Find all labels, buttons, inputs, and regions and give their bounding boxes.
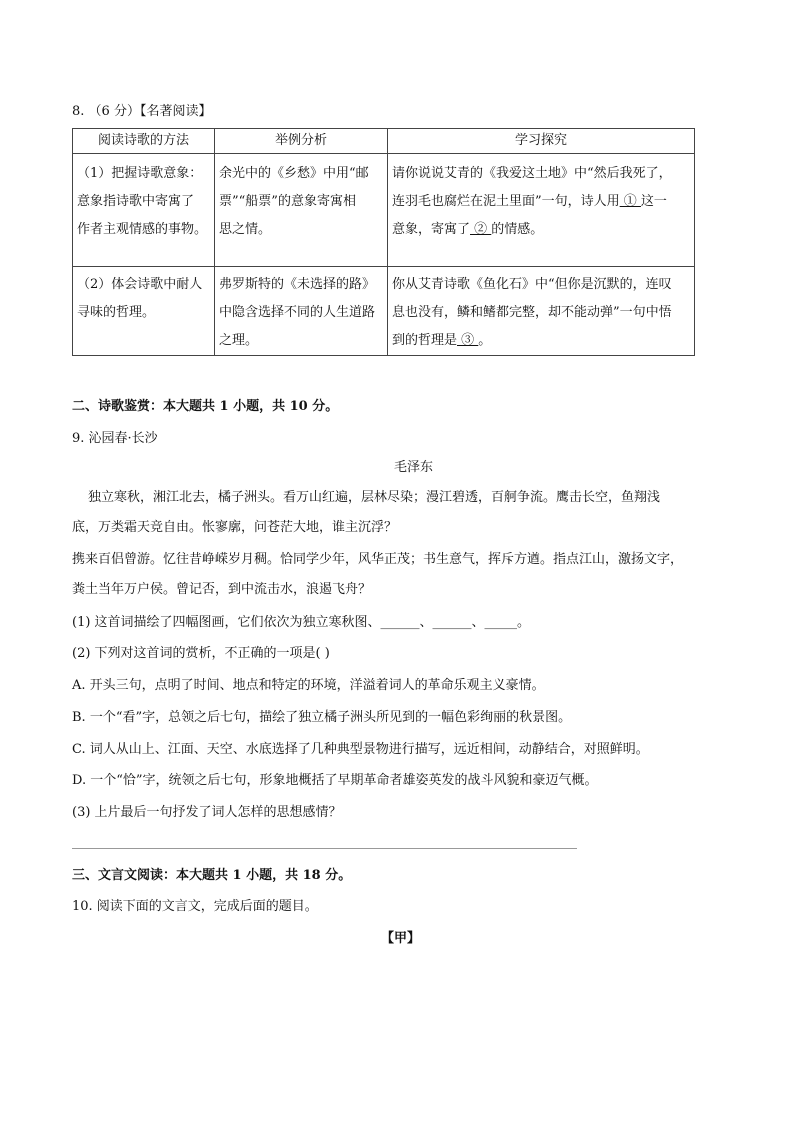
poem-line: 独立寒秋，湘江北去，橘子洲头。看万山红遍，层林尽染；漫江碧透，百舸争流。鹰击长空，鱼翔浅 (88, 490, 661, 505)
poem-line: 粪土当年万户侯。曾记否，到中流击水，浪遏飞舟？ (72, 582, 372, 597)
answer-blank-3[interactable]: ③ (457, 333, 479, 348)
section-3-heading: 三、文言文阅读：本大题共 1 小题，共 18 分。 (72, 868, 352, 883)
example-cell (215, 267, 388, 356)
method-cell (73, 154, 215, 267)
cell-line: 弗罗斯特的《未选择的路》 (219, 277, 376, 292)
cell-text: 的情感。 (491, 222, 544, 237)
explore-cell (388, 154, 695, 267)
table-header-row (73, 129, 695, 154)
table-row (73, 154, 695, 267)
cell-line: 之理。 (219, 333, 259, 348)
cell-line: 请你说说艾青的《我爱这土地》中“然后我死了， (392, 166, 672, 181)
reading-methods-table (72, 128, 695, 356)
method-cell (73, 267, 215, 356)
cell-line (392, 188, 690, 216)
explore-cell (388, 267, 695, 356)
question-9-3: (3) 上片最后一句抒发了词人怎样的思想感情？ (72, 805, 342, 820)
cell-line (392, 216, 690, 244)
cell-text: 意象，寄寓了 (392, 222, 471, 237)
cell-text: 到的哲理是 (392, 333, 458, 348)
question-10-title: 10. 阅读下面的文言文，完成后面的题目。 (72, 899, 318, 914)
option-d[interactable]: D. 一个“恰”字，统领之后七句，形象地概括了早期革命者雄姿英发的战斗风貌和豪迈气概。 (72, 773, 598, 788)
cell-text: 连羽毛也腐烂在泥土里面”一句，诗人用 (392, 194, 620, 209)
header-explore: 学习探究 (388, 129, 695, 154)
question-8-title: 8. （6 分）【名著阅读】 (72, 104, 212, 119)
cell-line: 作者主观情感的事物。 (77, 222, 208, 237)
cell-line: 中隐含选择不同的人生道路 (219, 305, 376, 320)
cell-line: 寻味的哲理。 (77, 305, 156, 320)
question-9-1: (1) 这首词描绘了四幅图画，它们依次为独立寒秋图、______、______、_____。 (72, 615, 531, 630)
poem-author: 毛泽东 (394, 460, 434, 475)
question-9-2: (2) 下列对这首词的赏析，不正确的一项是( ) (72, 646, 330, 661)
answer-line[interactable] (72, 848, 577, 849)
question-9-title: 9. 沁园春·长沙 (72, 431, 158, 446)
option-a[interactable]: A. 开头三句，点明了时间、地点和特定的环境，洋溢着词人的革命乐观主义豪情。 (72, 678, 545, 693)
section-2-heading: 二、诗歌鉴赏：本大题共 1 小题，共 10 分。 (72, 399, 339, 414)
poem-line: 携来百侣曾游。忆往昔峥嵘岁月稠。恰同学少年，风华正茂；书生意气，挥斥方遒。指点江山，激扬文字， (72, 552, 684, 567)
cell-line: 票”“船票”的意象寄寓相 (219, 194, 356, 209)
cell-line: 你从艾青诗歌《鱼化石》中“但你是沉默的，连叹 (392, 277, 672, 292)
passage-part-label: 【甲】 (381, 931, 421, 946)
cell-line: 意象指诗歌中寄寓了 (77, 194, 195, 209)
cell-text: 。 (478, 333, 492, 348)
option-b[interactable]: B. 一个“看”字，总领之后七句，描绘了独立橘子洲头所见到的一幅色彩绚丽的秋景图。 (72, 710, 572, 725)
table-row (73, 267, 695, 356)
answer-blank-2[interactable]: ② (470, 222, 492, 237)
cell-line (392, 327, 690, 355)
option-c[interactable]: C. 词人从山上、江面、天空、水底选择了几种典型景物进行描写，远近相间，动静结合，对照鲜明。 (72, 742, 649, 757)
cell-line: （2）体会诗歌中耐人 (77, 277, 203, 292)
cell-line: 余光中的《乡愁》中用“邮 (219, 166, 369, 181)
poem-line: 底，万类霜天竞自由。怅寥廓，问苍茫大地，谁主沉浮？ (72, 520, 398, 535)
cell-line: 息也没有，鳞和鳍都完整，却不能动弹”一句中悟 (392, 305, 672, 320)
cell-line: （1）把握诗歌意象： (77, 166, 203, 181)
header-method: 阅读诗歌的方法 (73, 129, 215, 154)
header-example: 举例分析 (215, 129, 388, 154)
answer-blank-1[interactable]: ① (619, 194, 641, 209)
cell-text: 这一 (640, 194, 667, 209)
cell-line: 思之情。 (219, 222, 272, 237)
example-cell (215, 154, 388, 267)
